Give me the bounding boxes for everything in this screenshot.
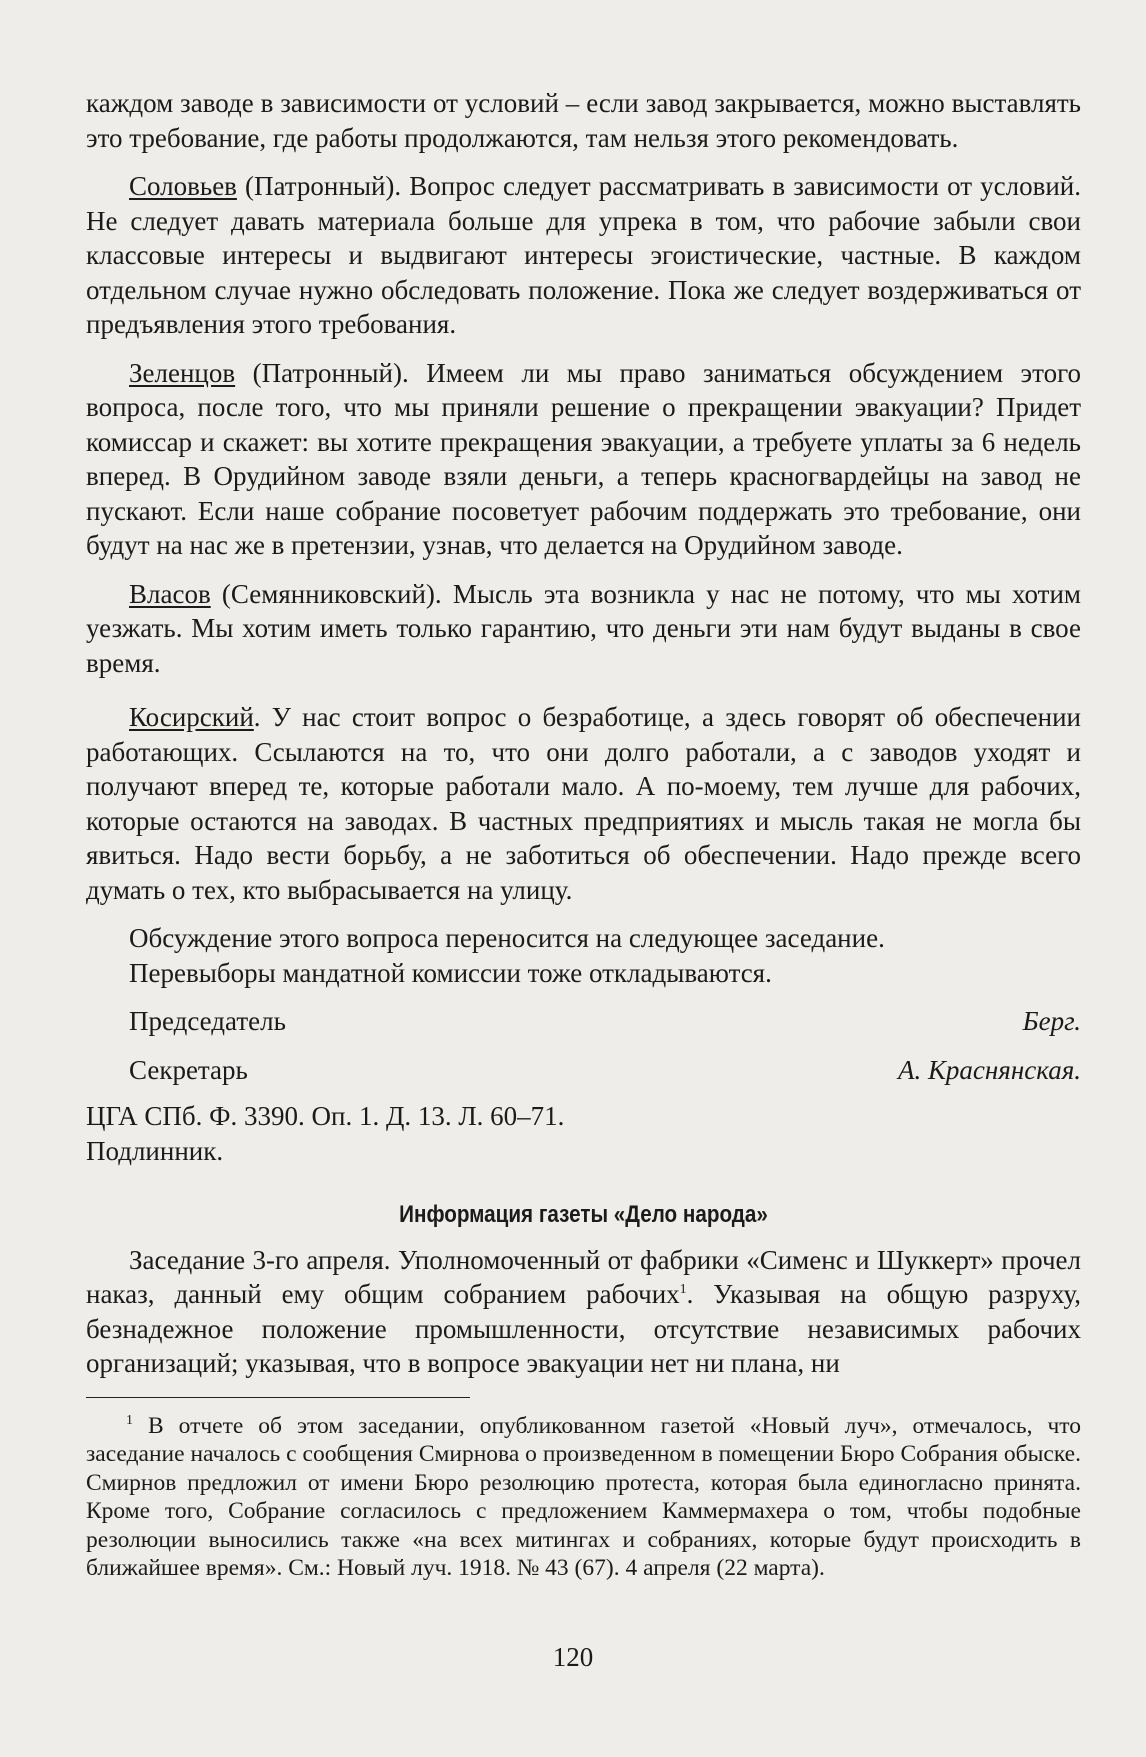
resolution-line-2: Перевыборы мандатной комиссии тоже откладываются. [129, 957, 772, 988]
paragraph-vlasov [86, 577, 1081, 681]
footnote-marker: 1 [679, 1282, 687, 1297]
paragraph-continuation: каждом заводе в зависимости от условий – если завод закрывается, можно выставлять это требование, где работы продолжаются, там нельзя этого рекомендовать. [86, 88, 1081, 153]
speaker-name: Соловьев [129, 171, 237, 201]
secretary-signature [86, 1053, 1081, 1088]
secretary-name: А. Краснянская. [898, 1054, 1081, 1085]
footnote-number: 1 [126, 1412, 133, 1428]
paragraph-zelentsov [86, 356, 1081, 563]
section-paragraph [86, 1243, 1081, 1381]
footnote-divider [86, 1397, 470, 1398]
chair-label: Председатель [129, 1006, 286, 1036]
paragraph-solovyev [86, 169, 1081, 342]
section-text-b: . Указывая на общую разруху, безнадежное положение промышленности, отсутствие независимых рабочих организаций; указывая, что в вопросе эвакуации нет ни плана, ни [86, 1279, 1081, 1378]
footnote [86, 1412, 1081, 1583]
chair-name: Берг. [1022, 1006, 1081, 1036]
speech-text: . У нас стоит вопрос о безработице, а здесь говорят об обеспечении работающих. Ссылаются на то, что они долго работали, а с заводов уходят и получают вперед те, которые работали мало. А по-моему, тем лучше для рабочих, которые остаются на заводах. В частных предприятиях и мысль такая не могла бы явиться. Надо вести борьбу, а не заботиться об обеспечении. Надо прежде всего думать о тех, кто выбрасывается на улицу. [86, 702, 1081, 905]
speech-text: (Патронный). Вопрос следует рассматривать в зависимости от условий. Не следует давать материала больше для упрека в том, что рабочие забыли свои классовые интересы и выдвигают интересы эгоистические, частные. В каждом отдельном случае нужно обследовать положение. Пока же следует воздерживаться от предъявления этого требования. [86, 171, 1081, 339]
footnote-text: В отчете об этом заседании, опубликованном газетой «Новый луч», отмечалось, что заседание началось с сообщения Смирнова о произведенном в помещении Бюро Собрания обыске. Смирнов предложил от имени Бюро резолюцию протеста, которая была единогласно принята. Кроме того, Собрание согласилось с предложением Каммермахера о том, чтобы подобные резолюции выносились также «на всех митингах и собраниях, которые будут происходить в ближайшее время». См.: Новый луч. 1918. № 43 (67). 4 апреля (22 марта). [86, 1412, 1081, 1581]
speaker-name: Зеленцов [129, 357, 236, 388]
archive-reference: ЦГА СПб. Ф. 3390. Оп. 1. Д. 13. Л. 60–71. [86, 1101, 565, 1131]
section-heading: Информация газеты «Дело народа» [399, 1201, 768, 1228]
original-note: Подлинник. [86, 1135, 224, 1166]
page-body [86, 86, 1081, 1583]
section-text-a: Заседание 3-го апреля. Уполномоченный от фабрики «Сименс и Шуккерт» прочел наказ, данный ему общим собранием рабочих [86, 1244, 1081, 1309]
resolution-line-1: Обсуждение этого вопроса переносится на следующее заседание. [129, 923, 885, 953]
speaker-name: Власов [129, 578, 211, 609]
speech-text: (Семянниковский). Мысль эта возникла у нас не потому, что мы хотим уезжать. Мы хотим иметь только гарантию, что деньги эти нам будут выданы в свое время. [86, 578, 1081, 678]
paragraph-kosirsky [86, 700, 1081, 907]
chair-signature [86, 1004, 1081, 1039]
page-number: 120 [552, 1642, 594, 1672]
secretary-label: Секретарь [129, 1054, 248, 1085]
speaker-name: Косирский [129, 702, 254, 732]
speech-text: (Патронный). Имеем ли мы право заниматься обсуждением этого вопроса, после того, что мы приняли решение о прекращении эвакуации? Придет комиссар и скажет: вы хотите прекращения эвакуации, а требуете уплаты за 6 недель вперед. В Орудийном заводе взяли деньги, а теперь красногвардейцы на завод не пускают. Если наше собрание посоветует рабочим поддержать это требование, они будут на нас же в претензии, узнав, что делается на Орудийном заводе. [86, 357, 1081, 560]
